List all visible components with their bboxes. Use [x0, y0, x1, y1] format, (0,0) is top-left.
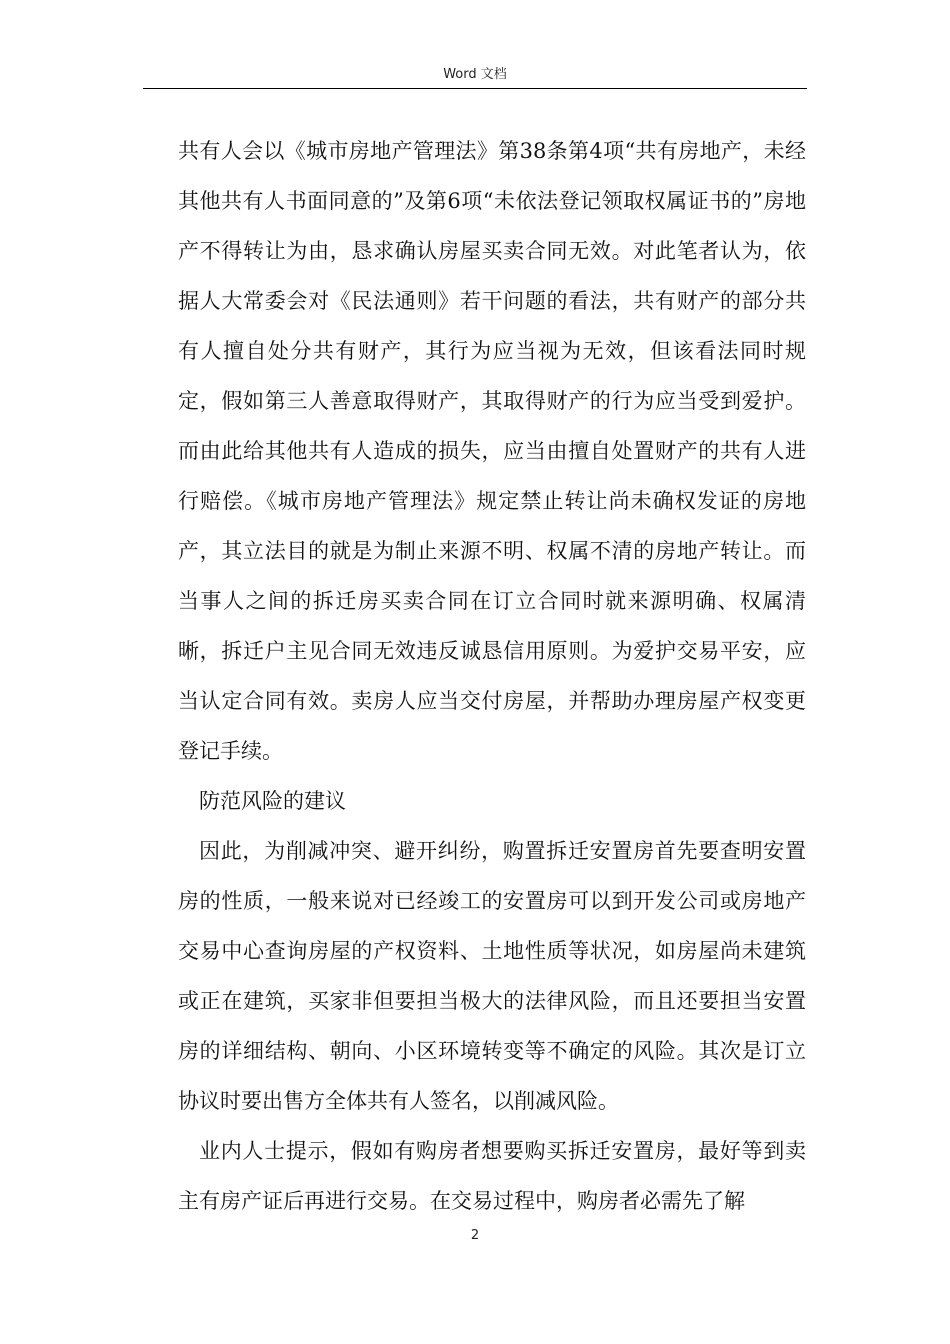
header-title: Word 文档 [443, 67, 507, 82]
paragraph: 业内人士提示，假如有购房者想要购买拆迁安置房，最好等到卖主有房产证后再进行交易。在交易过程中，购房者必需先了解 [178, 1139, 806, 1213]
section-heading: 防范风险的建议 [199, 789, 346, 813]
paragraph: 因此，为削减冲突、避开纠纷，购置拆迁安置房首先要查明安置房的性质，一般来说对已经竣工的安置房可以到开发公司或房地产交易中心查询房屋的产权资料、土地性质等状况，如房屋尚未建筑或正在建筑，买家非但要担当极大的法律风险，而且还要担当安置房的详细结构、朝向、小区环境转变等不确定的风险。其次是订立协议时要出售方全体共有人签名，以削减风险。 [178, 839, 806, 1113]
header-divider [143, 88, 807, 89]
paragraph: 共有人会以《城市房地产管理法》第38条第4项“共有房地产，未经其他共有人书面同意的”及第6项“未依法登记领取权属证书的”房地产不得转让为由，恳求确认房屋买卖合同无效。对此笔者认为，依据人大常委会对《民法通则》若干问题的看法，共有财产的部分共有人擅自处分共有财产，其行为应当视为无效，但该看法同时规定，假如第三人善意取得财产，其取得财产的行为应当受到爱护。而由此给其他共有人造成的损失，应当由擅自处置财产的共有人进行赔偿。《城市房地产管理法》规定禁止转让尚未确权发证的房地产，其立法目的就是为制止来源不明、权属不清的房地产转让。而当事人之间的拆迁房买卖合同在订立合同时就来源明确、权属清晰，拆迁户主见合同无效违反诚恳信用原则。为爱护交易平安，应当认定合同有效。卖房人应当交付房屋，并帮助办理房屋产权变更登记手续。 [178, 139, 806, 763]
document-body [178, 126, 806, 1226]
page-number: 2 [470, 1228, 480, 1243]
